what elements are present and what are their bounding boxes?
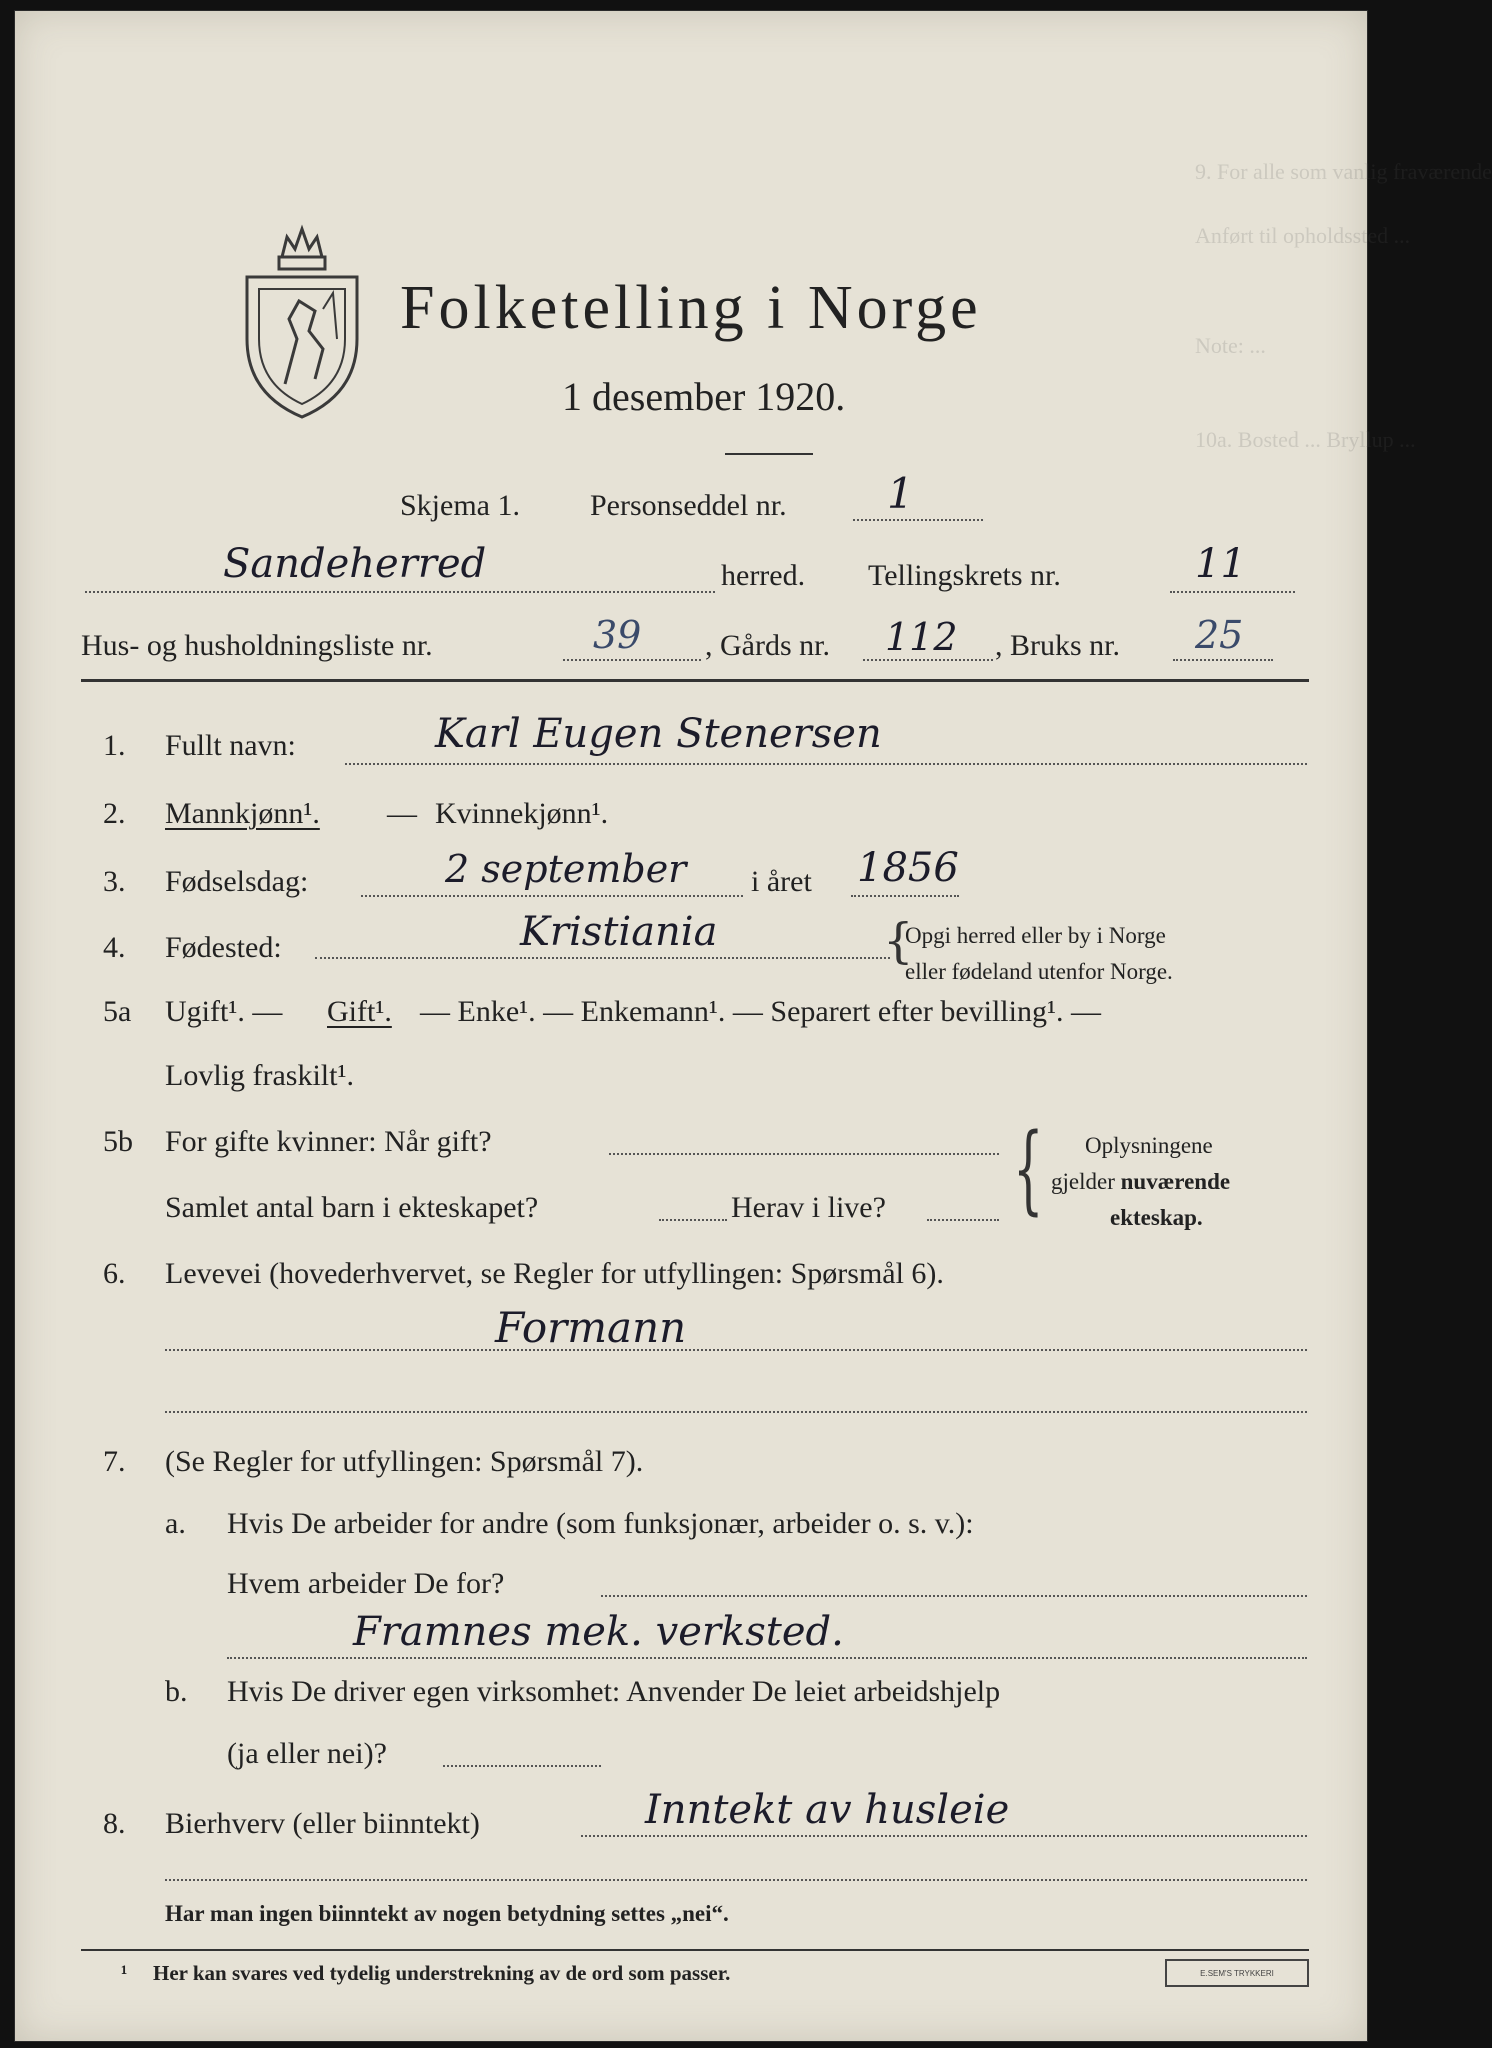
married-when-field-line bbox=[609, 1153, 999, 1155]
q5b-note-line3: ekteskap. bbox=[1110, 1205, 1203, 1230]
tellingskrets-field-line bbox=[1170, 591, 1295, 593]
birthplace-note-line1: Opgi herred eller by i Norge bbox=[905, 923, 1166, 948]
q6-number: 6. bbox=[103, 1257, 126, 1290]
children-total-label: Samlet antal barn i ekteskapet? bbox=[165, 1191, 539, 1224]
q6-label: Levevei (hovederhvervet, se Regler for utfyllingen: Spørsmål 6). bbox=[165, 1257, 944, 1290]
q1-number: 1. bbox=[103, 729, 126, 762]
bleed-through-line: Note: ... bbox=[1195, 333, 1266, 358]
hired-help-field-line bbox=[443, 1765, 601, 1767]
census-form-page bbox=[14, 10, 1492, 2042]
occupation-field-line-2 bbox=[165, 1411, 1307, 1413]
marital-status-other-options: — Enke¹. — Enkemann¹. — Separert efter bevilling¹. — bbox=[420, 995, 1101, 1028]
q8-number: 8. bbox=[103, 1807, 126, 1840]
bleed-through-line: 9. For alle som vanlig fraværende bbox=[1195, 159, 1492, 184]
q4-number: 4. bbox=[103, 931, 126, 964]
birthday-field-line bbox=[361, 895, 743, 897]
printer-stamp: E.SEM'S TRYKKERI bbox=[1165, 1959, 1309, 1987]
personseddel-value: 1 bbox=[887, 469, 914, 518]
q1-label: Fullt navn: bbox=[165, 729, 296, 762]
bruks-value: 25 bbox=[1195, 613, 1244, 657]
children-total-field-line bbox=[659, 1219, 727, 1221]
birthplace-field-line bbox=[315, 957, 890, 959]
page-title: Folketelling i Norge bbox=[400, 274, 982, 342]
hired-help-question: (ja eller nei)? bbox=[227, 1737, 387, 1770]
footnote-mark: ¹ bbox=[121, 1961, 128, 1985]
q5b-note-line1: Oplysningene bbox=[1085, 1133, 1213, 1158]
birthday-value: 2 september bbox=[445, 847, 687, 891]
q3-label: Fødselsdag: bbox=[165, 865, 309, 898]
q7a-label: Hvis De arbeider for andre (som funksjonær, arbeider o. s. v.): bbox=[227, 1507, 974, 1540]
husholdningsliste-value: 39 bbox=[593, 613, 642, 657]
employer-question: Hvem arbeider De for? bbox=[227, 1567, 505, 1600]
q7b-letter: b. bbox=[165, 1675, 188, 1708]
herred-value: Sandeherred bbox=[223, 541, 487, 587]
husholdningsliste-label: Hus- og husholdningsliste nr. bbox=[81, 629, 433, 662]
tellingskrets-label: Tellingskrets nr. bbox=[868, 559, 1061, 592]
birth-year-field-line bbox=[851, 895, 959, 897]
tellingskrets-value: 11 bbox=[1195, 541, 1246, 587]
bruks-field-line bbox=[1173, 659, 1273, 661]
q3-number: 3. bbox=[103, 865, 126, 898]
bruks-label: , Bruks nr. bbox=[995, 629, 1121, 662]
herred-field-line bbox=[85, 591, 715, 593]
no-side-income-note: Har man ingen biinntekt av nogen betydning settes „nei“. bbox=[165, 1901, 729, 1926]
employer-field-line bbox=[601, 1595, 1307, 1597]
footnote-text: Her kan svares ved tydelig understrekning av de ord som passer. bbox=[153, 1961, 731, 1985]
ugift-option: Ugift¹. — bbox=[165, 995, 283, 1028]
birthplace-note-line2: eller fødeland utenfor Norge. bbox=[905, 959, 1173, 984]
q7b-label: Hvis De driver egen virksomhet: Anvender De leiet arbeidshjelp bbox=[227, 1675, 1001, 1708]
q5a-number: 5a bbox=[103, 995, 132, 1028]
children-alive-label: Herav i live? bbox=[731, 1191, 886, 1224]
q4-label: Fødested: bbox=[165, 931, 282, 964]
children-alive-field-line bbox=[927, 1219, 999, 1221]
full-name-value: Karl Eugen Stenersen bbox=[435, 711, 882, 757]
side-income-field-line-2 bbox=[165, 1879, 1307, 1881]
gards-label: , Gårds nr. bbox=[705, 629, 830, 662]
title-divider bbox=[725, 453, 813, 455]
occupation-field-line bbox=[165, 1349, 1307, 1351]
census-date: 1 desember 1920. bbox=[562, 374, 846, 419]
employer-value: Framnes mek. verksted. bbox=[353, 1609, 844, 1655]
bleed-through-line: 10a. Bosted ... Bryllup ... bbox=[1195, 427, 1416, 452]
gift-option-underlined: Gift¹. bbox=[327, 995, 392, 1028]
side-income-field-line bbox=[581, 1835, 1307, 1837]
q2-separator: — bbox=[387, 797, 417, 830]
q5b-note-line2: gjelder nuværende bbox=[1051, 1169, 1231, 1194]
birthplace-value: Kristiania bbox=[520, 909, 718, 955]
q7a-letter: a. bbox=[165, 1507, 186, 1540]
husholdningsliste-field-line bbox=[563, 659, 701, 661]
personseddel-field-line bbox=[853, 519, 983, 521]
occupation-value: Formann bbox=[495, 1303, 687, 1352]
q5b-note-bracket: { bbox=[1013, 1113, 1044, 1225]
employer-field-line-2 bbox=[227, 1657, 1307, 1659]
bleed-through-line: Anført til opholdssted ... bbox=[1195, 223, 1411, 248]
note-bracket: { bbox=[883, 913, 914, 969]
full-name-field-line bbox=[345, 763, 1307, 765]
side-income-value: Inntekt av husleie bbox=[645, 1787, 1010, 1833]
header-separator bbox=[81, 679, 1309, 682]
herred-label: herred. bbox=[721, 559, 806, 592]
q7-label: (Se Regler for utfyllingen: Spørsmål 7). bbox=[165, 1445, 644, 1478]
kvinnekjonn-option: Kvinnekjønn¹. bbox=[435, 797, 609, 830]
q5b-note-bold: nuværende bbox=[1120, 1169, 1231, 1194]
aaret-label: i året bbox=[751, 865, 812, 898]
q7-number: 7. bbox=[103, 1445, 126, 1478]
footer-separator bbox=[81, 1949, 1309, 1951]
skjema-label: Skjema 1. bbox=[400, 489, 520, 522]
q2-number: 2. bbox=[103, 797, 126, 830]
q8-label: Bierhverv (eller biinntekt) bbox=[165, 1807, 480, 1840]
q5b-number: 5b bbox=[103, 1125, 133, 1158]
gards-value: 112 bbox=[885, 615, 958, 659]
married-when-label: For gifte kvinner: Når gift? bbox=[165, 1125, 492, 1158]
lovlig-fraskilt-option: Lovlig fraskilt¹. bbox=[165, 1059, 354, 1092]
gards-field-line bbox=[863, 659, 993, 661]
birth-year-value: 1856 bbox=[857, 845, 959, 891]
mannkjonn-option-underlined: Mannkjønn¹. bbox=[165, 797, 320, 830]
personseddel-label: Personseddel nr. bbox=[590, 489, 787, 522]
norway-coat-of-arms-icon bbox=[237, 219, 367, 424]
